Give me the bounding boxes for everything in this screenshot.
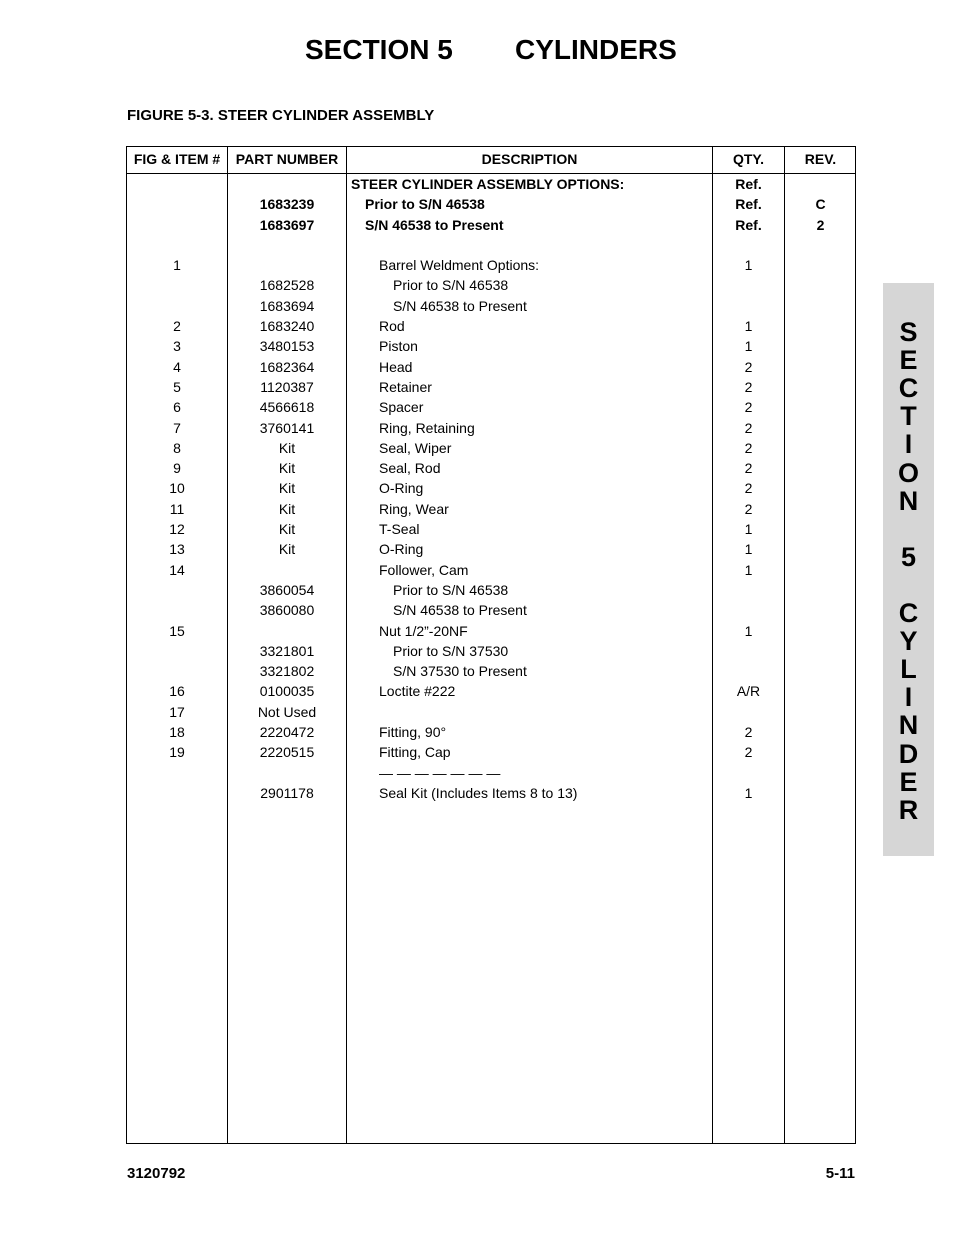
fig-item-cell: 4 — [173, 358, 181, 375]
table-row — [127, 600, 855, 620]
part-number-cell: 0100035 — [259, 683, 315, 700]
table-header — [127, 147, 855, 174]
part-number-cell: Kit — [278, 439, 296, 456]
qty-cell: 2 — [744, 480, 753, 497]
side-tab-letter: N — [898, 485, 919, 516]
description-cell: S/N 46538 to Present — [393, 297, 527, 314]
qty-cell: 1 — [744, 784, 753, 801]
part-number-cell: 3860054 — [259, 581, 315, 598]
qty-cell: A/R — [736, 683, 761, 700]
part-number-cell: 3480153 — [259, 338, 315, 355]
qty-cell: 2 — [744, 399, 753, 416]
qty-cell: Ref. — [735, 196, 762, 213]
qty-cell: 1 — [744, 521, 753, 538]
rev-cell: 2 — [816, 216, 825, 233]
side-tab-letter: L — [900, 654, 917, 685]
qty-cell: 1 — [744, 338, 753, 355]
description-cell: Follower, Cam — [379, 561, 469, 578]
side-tab-letter: O — [897, 457, 919, 488]
part-number-cell: 3321802 — [259, 663, 315, 680]
header-qty: QTY. — [732, 151, 765, 167]
table-row — [127, 336, 855, 356]
table-row — [127, 499, 855, 519]
page-number: 5-11 — [825, 1165, 855, 1182]
description-cell: O-Ring — [379, 480, 424, 497]
side-tab-letter: N — [898, 710, 919, 741]
description-cell: Fitting, Cap — [379, 744, 451, 761]
table-row — [127, 621, 855, 641]
part-number-cell: 1683240 — [259, 318, 315, 335]
table-row — [127, 438, 855, 458]
header-fig-item: FIG & ITEM # — [133, 151, 221, 167]
fig-item-cell: 1 — [173, 257, 181, 274]
header-rev: REV. — [804, 151, 837, 167]
qty-cell: 2 — [744, 460, 753, 477]
fig-item-cell: 13 — [169, 541, 185, 558]
table-row — [127, 661, 855, 681]
fig-item-cell: 6 — [173, 399, 181, 416]
description-cell: STEER CYLINDER ASSEMBLY OPTIONS: — [351, 176, 625, 192]
description-cell: — — — — — — — — [379, 764, 501, 781]
description-cell: Seal, Wiper — [379, 439, 452, 456]
header-description: DESCRIPTION — [481, 151, 578, 167]
table-row — [127, 194, 855, 214]
qty-cell: 1 — [744, 541, 753, 558]
description-cell: T-Seal — [379, 521, 420, 538]
side-tab-letter: 5 — [900, 541, 917, 572]
section-name: CYLINDERS — [515, 34, 677, 65]
parts-table — [126, 146, 856, 1144]
part-number-cell: 4566618 — [259, 399, 315, 416]
fig-item-cell: 19 — [169, 744, 185, 761]
table-row — [127, 681, 855, 701]
table-row — [127, 478, 855, 498]
qty-cell: 2 — [744, 378, 753, 395]
qty-cell: 2 — [744, 500, 753, 517]
table-row — [127, 539, 855, 559]
description-cell: Spacer — [379, 399, 424, 416]
description-cell: Prior to S/N 37530 — [393, 642, 509, 659]
table-row — [127, 255, 855, 275]
table-row — [127, 702, 855, 722]
fig-item-cell: 7 — [173, 419, 181, 436]
description-cell: Loctite #222 — [379, 683, 456, 700]
qty-cell: 1 — [744, 257, 753, 274]
table-row — [127, 235, 855, 255]
description-cell: Piston — [379, 338, 418, 355]
side-tab-letter: E — [899, 345, 918, 376]
table-row — [127, 296, 855, 316]
side-tab-letter: C — [898, 373, 919, 404]
side-tab-letter: I — [904, 682, 913, 713]
part-number-cell: Kit — [278, 500, 296, 517]
part-number-cell: Kit — [278, 460, 296, 477]
part-number-cell: 1682528 — [259, 277, 315, 294]
table-row — [127, 316, 855, 336]
fig-item-cell: 9 — [173, 460, 181, 477]
part-number-cell: 2220472 — [259, 724, 315, 741]
table-row — [127, 519, 855, 539]
side-tab-letter: D — [898, 738, 919, 769]
table-row — [127, 742, 855, 762]
part-number-cell: Kit — [278, 541, 296, 558]
part-number-cell: Kit — [278, 521, 296, 538]
part-number-cell: Not Used — [257, 703, 317, 720]
side-tab-letter: T — [900, 401, 917, 432]
description-cell: Ring, Retaining — [379, 419, 475, 436]
fig-item-cell: 15 — [169, 622, 185, 639]
description-cell: S/N 37530 to Present — [393, 663, 527, 680]
table-row — [127, 641, 855, 661]
description-cell: O-Ring — [379, 541, 424, 558]
description-cell: Seal Kit (Includes Items 8 to 13) — [379, 784, 578, 801]
description-cell: Retainer — [379, 378, 432, 395]
fig-item-cell: 12 — [169, 521, 185, 538]
side-tab-letter: I — [904, 429, 913, 460]
figure-title: FIGURE 5-3. STEER CYLINDER ASSEMBLY — [127, 107, 435, 124]
table-body — [127, 174, 855, 803]
fig-item-cell: 8 — [173, 439, 181, 456]
part-number-cell: 2220515 — [259, 744, 315, 761]
side-tab-letter: E — [899, 766, 918, 797]
part-number-cell: 1683694 — [259, 297, 315, 314]
qty-cell: 2 — [744, 419, 753, 436]
description-cell: Fitting, 90° — [379, 724, 447, 741]
description-cell: Ring, Wear — [379, 500, 449, 517]
section-number: SECTION 5 — [305, 34, 453, 65]
table-row — [127, 377, 855, 397]
table-row — [127, 560, 855, 580]
qty-cell: 2 — [744, 439, 753, 456]
table-row — [127, 763, 855, 783]
fig-item-cell: 14 — [169, 561, 185, 578]
side-tab-letter: C — [898, 598, 919, 628]
table-row — [127, 722, 855, 742]
description-cell: S/N 46538 to Present — [365, 216, 504, 233]
fig-item-cell: 3 — [173, 338, 181, 355]
document-number: 3120792 — [127, 1165, 186, 1182]
description-cell: Rod — [379, 318, 405, 335]
fig-item-cell: 17 — [169, 703, 185, 720]
part-number-cell: 2901178 — [260, 784, 314, 801]
qty-cell: 1 — [744, 318, 753, 335]
part-number-cell: 3860080 — [259, 602, 315, 619]
table-row — [127, 275, 855, 295]
part-number-cell: 1682364 — [259, 358, 315, 375]
header-part-number: PART NUMBER — [235, 151, 339, 167]
qty-cell: 1 — [744, 561, 753, 578]
fig-item-cell: 11 — [169, 500, 185, 517]
description-cell: S/N 46538 to Present — [393, 602, 527, 619]
qty-cell: 1 — [744, 622, 753, 639]
table-row — [127, 215, 855, 235]
qty-cell: Ref. — [735, 176, 762, 192]
table-row — [127, 418, 855, 438]
side-tab-letter: Y — [899, 626, 918, 657]
qty-cell: 2 — [744, 744, 753, 761]
fig-item-cell: 5 — [173, 378, 181, 395]
table-row — [127, 174, 855, 194]
fig-item-cell: 10 — [169, 480, 185, 497]
qty-cell: 2 — [744, 724, 753, 741]
part-number-cell: 1683697 — [259, 216, 315, 233]
qty-cell: 2 — [744, 358, 753, 375]
description-cell: Prior to S/N 46538 — [365, 196, 485, 213]
description-cell: Nut 1/2”-20NF — [379, 622, 468, 639]
part-number-cell: Kit — [278, 480, 296, 497]
table-row — [127, 783, 855, 803]
part-number-cell: 3760141 — [259, 419, 315, 436]
side-tab-letter: R — [898, 794, 919, 825]
description-cell: Prior to S/N 46538 — [393, 277, 509, 294]
rev-cell: C — [815, 196, 826, 213]
part-number-cell: 1120387 — [260, 378, 314, 395]
description-cell: Prior to S/N 46538 — [393, 581, 509, 598]
table-row — [127, 580, 855, 600]
table-row — [127, 397, 855, 417]
fig-item-cell: 18 — [169, 724, 185, 741]
fig-item-cell: 16 — [169, 683, 185, 700]
description-cell: Barrel Weldment Options: — [379, 257, 540, 274]
fig-item-cell: 2 — [173, 318, 181, 335]
description-cell: Seal, Rod — [379, 460, 441, 477]
section-side-tab — [883, 283, 934, 856]
description-cell: Head — [379, 358, 413, 375]
part-number-cell: 3321801 — [259, 642, 315, 659]
table-row — [127, 357, 855, 377]
side-tab-letter: S — [899, 317, 918, 347]
table-row — [127, 458, 855, 478]
part-number-cell: 1683239 — [259, 196, 315, 213]
qty-cell: Ref. — [735, 216, 762, 233]
